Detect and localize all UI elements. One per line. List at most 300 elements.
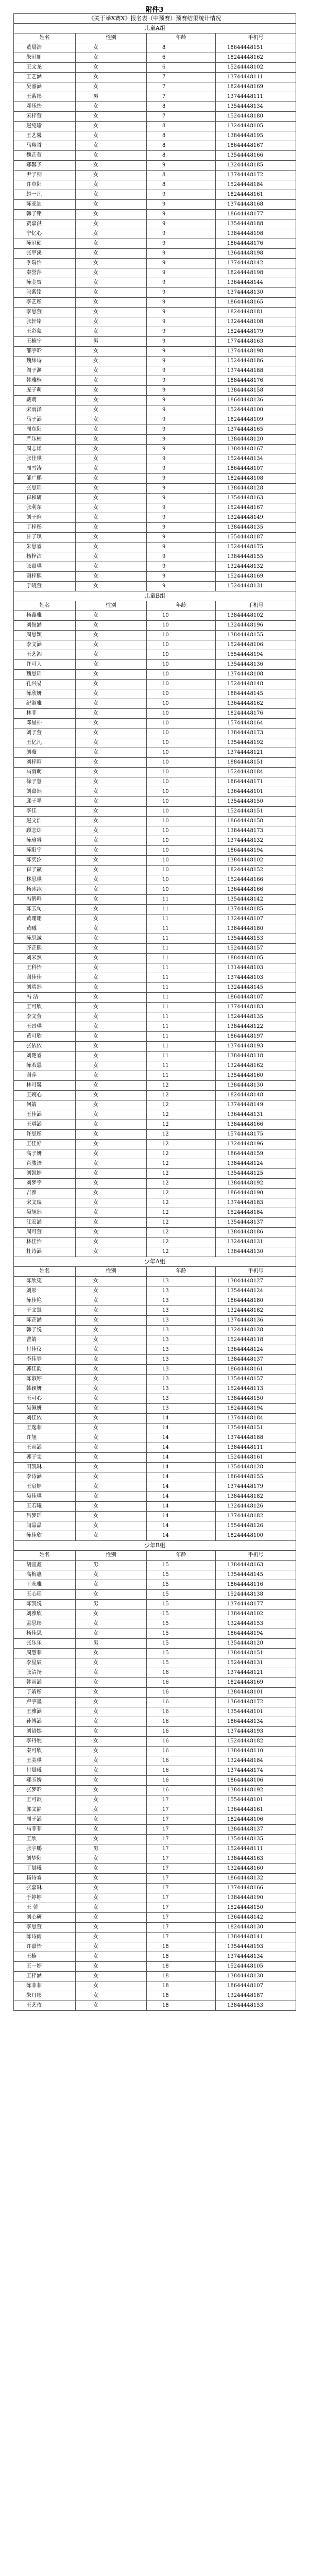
table-row <box>14 846 296 856</box>
cell-phone: 18644448106 <box>216 1776 296 1786</box>
table-row <box>14 1737 296 1747</box>
cell-age: 9 <box>147 229 216 239</box>
cell-age: 12 <box>147 1120 216 1130</box>
cell-age: 17 <box>147 1835 216 1844</box>
cell-phone: 13644448124 <box>216 1345 296 1355</box>
cell-name: 许卓阳 <box>14 180 76 190</box>
page-title: 附件3 <box>145 6 164 14</box>
cell-gender: 女 <box>76 1649 147 1658</box>
table-row <box>14 914 296 924</box>
header-row <box>14 601 296 611</box>
cell-age: 12 <box>147 1238 216 1247</box>
cell-age: 9 <box>147 317 216 327</box>
cell-age: 9 <box>147 405 216 415</box>
cell-age: 9 <box>147 484 216 494</box>
cell-name: 杨佳思 <box>14 1629 76 1639</box>
cell-age: 17 <box>147 1805 216 1815</box>
cell-name: 魏炜诗 <box>14 357 76 366</box>
cell-age: 17 <box>147 1893 216 1903</box>
cell-phone: 18644448197 <box>216 1032 296 1042</box>
table-row <box>14 885 296 895</box>
table-row <box>14 797 296 807</box>
cell-name: 徐子慧 <box>14 777 76 787</box>
cell-gender: 女 <box>76 543 147 552</box>
cell-gender: 女 <box>76 464 147 474</box>
cell-phone: 13544448135 <box>216 1835 296 1844</box>
table-row <box>14 210 296 219</box>
cell-name: 江宏涵 <box>14 1218 76 1228</box>
cell-gender: 女 <box>76 1717 147 1727</box>
cell-gender: 女 <box>76 308 147 317</box>
cell-name: 刘梓暄 <box>14 758 76 768</box>
cell-name: 王科怡 <box>14 963 76 973</box>
cell-age: 11 <box>147 914 216 924</box>
cell-age: 17 <box>147 1815 216 1825</box>
cell-gender: 女 <box>76 1854 147 1864</box>
cell-gender: 女 <box>76 210 147 219</box>
cell-name: 许旭 <box>14 1433 76 1443</box>
cell-age: 10 <box>147 748 216 758</box>
cell-age: 16 <box>147 1786 216 1795</box>
cell-name: 刘凯婷 <box>14 1169 76 1179</box>
cell-gender: 女 <box>76 1609 147 1619</box>
cell-age: 10 <box>147 768 216 777</box>
cell-age: 10 <box>147 631 216 640</box>
cell-name: 纪淑雅 <box>14 699 76 709</box>
cell-gender: 女 <box>76 552 147 562</box>
table-row <box>14 1159 296 1169</box>
cell-age: 15 <box>147 1639 216 1649</box>
cell-gender: 女 <box>76 2001 147 2011</box>
cell-gender: 女 <box>76 1316 147 1326</box>
cell-phone: 15244448166 <box>216 875 296 885</box>
cell-gender: 女 <box>76 768 147 777</box>
cell-phone: 18644448107 <box>216 1981 296 1991</box>
cell-age: 8 <box>147 141 216 151</box>
cell-phone: 13744448166 <box>216 1884 296 1893</box>
cell-phone: 13744448183 <box>216 1003 296 1012</box>
cell-phone: 13244448149 <box>216 513 296 523</box>
cell-phone: 13544448124 <box>216 1286 296 1296</box>
cell-phone: 13844448182 <box>216 1492 296 1502</box>
cell-phone: 13244448153 <box>216 1619 296 1629</box>
cell-name: 于晓萱 <box>14 582 76 591</box>
cell-gender: 女 <box>76 1042 147 1052</box>
table-row <box>14 1521 296 1531</box>
cell-gender: 男 <box>76 1844 147 1854</box>
cell-phone: 13744448103 <box>216 973 296 983</box>
cell-phone: 13744448188 <box>216 1433 296 1443</box>
cell-gender: 女 <box>76 1306 147 1316</box>
cell-name: 韩颖妍 <box>14 1384 76 1394</box>
cell-phone: 13544448157 <box>216 1375 296 1384</box>
cell-age: 13 <box>147 1316 216 1326</box>
table-row <box>14 1061 296 1071</box>
cell-gender: 女 <box>76 914 147 924</box>
cell-gender: 女 <box>76 572 147 582</box>
cell-age: 10 <box>147 836 216 846</box>
cell-age: 9 <box>147 552 216 562</box>
cell-age: 9 <box>147 298 216 308</box>
cell-gender: 女 <box>76 171 147 180</box>
cell-gender: 女 <box>76 1766 147 1776</box>
cell-age: 15 <box>147 1629 216 1639</box>
cell-name: 张宇鹏 <box>14 1844 76 1854</box>
cell-age: 9 <box>147 161 216 171</box>
cell-name: 甘子琪 <box>14 533 76 543</box>
cell-age: 9 <box>147 210 216 219</box>
cell-age: 14 <box>147 1463 216 1472</box>
table-row <box>14 112 296 122</box>
table-row <box>14 621 296 631</box>
cell-age: 9 <box>147 474 216 484</box>
cell-name: 陈冠硕 <box>14 239 76 249</box>
table-row <box>14 1972 296 1981</box>
cell-name: 张清扬 <box>14 1668 76 1678</box>
table-row <box>14 1443 296 1453</box>
table-row <box>14 973 296 983</box>
table-row <box>14 1355 296 1365</box>
cell-phone: 18244448148 <box>216 1091 296 1100</box>
cell-name: 陈奕汐 <box>14 856 76 866</box>
table-row <box>14 1022 296 1032</box>
cell-age: 8 <box>147 151 216 161</box>
table-row <box>14 73 296 82</box>
cell-age: 17 <box>147 1844 216 1854</box>
cell-gender: 女 <box>76 1375 147 1384</box>
cell-age: 10 <box>147 846 216 856</box>
cell-age: 14 <box>147 1443 216 1453</box>
cell-gender: 女 <box>76 562 147 572</box>
cell-name: 王楠 <box>14 1952 76 1962</box>
cell-name: 赵宛瑜 <box>14 122 76 131</box>
cell-name: 李艺彤 <box>14 298 76 308</box>
group-label: 儿童B组 <box>14 591 296 601</box>
cell-gender: 女 <box>76 1238 147 1247</box>
cell-gender: 女 <box>76 1629 147 1639</box>
cell-age: 9 <box>147 357 216 366</box>
cell-gender: 女 <box>76 728 147 738</box>
cell-phone: 18244448130 <box>216 1923 296 1933</box>
cell-gender: 女 <box>76 1198 147 1208</box>
table-row <box>14 1482 296 1492</box>
cell-phone: 13844448166 <box>216 1120 296 1130</box>
table-row <box>14 171 296 180</box>
cell-gender: 女 <box>76 1140 147 1149</box>
cell-phone: 13144448103 <box>216 963 296 973</box>
cell-phone: 18644448151 <box>216 43 296 53</box>
table-row <box>14 180 296 190</box>
cell-age: 15 <box>147 1649 216 1658</box>
cell-gender: 女 <box>76 1218 147 1228</box>
cell-name: 王佳妤 <box>14 1140 76 1149</box>
table-row <box>14 1463 296 1472</box>
cell-name: 曹婧 <box>14 1335 76 1345</box>
cell-phone: 15244448169 <box>216 572 296 582</box>
cell-name: 周慧菲 <box>14 1649 76 1658</box>
cell-gender: 女 <box>76 875 147 885</box>
table-row <box>14 386 296 396</box>
cell-phone: 13844448120 <box>216 435 296 445</box>
cell-phone: 13244448187 <box>216 1991 296 2001</box>
cell-age: 11 <box>147 1022 216 1032</box>
cell-phone: 18844448151 <box>216 758 296 768</box>
table-row <box>14 680 296 689</box>
cell-age: 9 <box>147 415 216 425</box>
table-row <box>14 1012 296 1022</box>
cell-phone: 15544448101 <box>216 1795 296 1805</box>
cell-name: 王文龙 <box>14 63 76 73</box>
cell-phone: 13744448132 <box>216 836 296 846</box>
table-row <box>14 728 296 738</box>
table-row <box>14 1433 296 1443</box>
cell-name: 孙博涵 <box>14 1717 76 1727</box>
cell-age: 8 <box>147 171 216 180</box>
cell-name: 张梦晗 <box>14 1786 76 1795</box>
table-row <box>14 278 296 288</box>
table-row <box>14 875 296 885</box>
cell-age: 9 <box>147 190 216 200</box>
cell-name: 谢梓熙 <box>14 572 76 582</box>
cell-age: 16 <box>147 1727 216 1737</box>
cell-gender: 女 <box>76 1991 147 2001</box>
cell-age: 17 <box>147 1874 216 1884</box>
cell-phone: 13844448180 <box>216 924 296 934</box>
cell-phone: 13544448166 <box>216 151 296 161</box>
table-row <box>14 582 296 591</box>
cell-phone: 18644448161 <box>216 1365 296 1375</box>
cell-phone: 13744448198 <box>216 347 296 357</box>
cell-age: 10 <box>147 640 216 650</box>
table-row <box>14 190 296 200</box>
table-row <box>14 826 296 836</box>
table-row <box>14 1903 296 1913</box>
cell-gender: 女 <box>76 963 147 973</box>
cell-gender: 女 <box>76 1110 147 1120</box>
table-row <box>14 435 296 445</box>
cell-phone: 18644448177 <box>216 210 296 219</box>
column-header-phone: 手机号 <box>216 1551 296 1561</box>
cell-phone: 13544448160 <box>216 1071 296 1081</box>
cell-phone: 15244448135 <box>216 1012 296 1022</box>
cell-age: 13 <box>147 1404 216 1414</box>
cell-phone: 15244448186 <box>216 357 296 366</box>
cell-phone: 17744448163 <box>216 337 296 347</box>
cell-name: 王可歆 <box>14 1795 76 1805</box>
table-row <box>14 1717 296 1727</box>
cell-gender: 女 <box>76 1952 147 1962</box>
table-row <box>14 983 296 993</box>
cell-age: 9 <box>147 425 216 435</box>
cell-name: 朱丹彤 <box>14 1991 76 2001</box>
cell-phone: 18244448109 <box>216 415 296 425</box>
cell-name: 韩雨涵 <box>14 1678 76 1688</box>
cell-age: 18 <box>147 1972 216 1981</box>
cell-name: 杨鑫雅 <box>14 611 76 621</box>
table-row <box>14 1727 296 1737</box>
cell-name: 周思颖 <box>14 631 76 640</box>
cell-age: 10 <box>147 660 216 670</box>
table-row <box>14 748 296 758</box>
cell-phone: 13844448150 <box>216 1394 296 1404</box>
cell-phone: 15244448179 <box>216 327 296 337</box>
cell-age: 10 <box>147 680 216 689</box>
cell-gender: 女 <box>76 1815 147 1825</box>
cell-age: 9 <box>147 219 216 229</box>
cell-age: 9 <box>147 327 216 337</box>
cell-phone: 13744448168 <box>216 200 296 210</box>
cell-gender: 女 <box>76 807 147 817</box>
cell-name: 马雨萌 <box>14 768 76 777</box>
cell-name: 李思萱 <box>14 308 76 317</box>
cell-phone: 18644448136 <box>216 396 296 405</box>
cell-phone: 18844448145 <box>216 689 296 699</box>
table-row <box>14 719 296 728</box>
table-row <box>14 1472 296 1482</box>
cell-age: 12 <box>147 1149 216 1159</box>
cell-age: 11 <box>147 993 216 1003</box>
cell-age: 8 <box>147 122 216 131</box>
cell-phone: 13744448134 <box>216 1952 296 1962</box>
cell-phone: 18644448158 <box>216 817 296 826</box>
table-row <box>14 1570 296 1580</box>
cell-gender: 女 <box>76 777 147 787</box>
cell-age: 13 <box>147 1296 216 1306</box>
table-row <box>14 777 296 787</box>
table-row <box>14 670 296 680</box>
cell-name: 陈思诚 <box>14 934 76 944</box>
cell-age: 11 <box>147 1061 216 1071</box>
cell-phone: 13244448131 <box>216 1238 296 1247</box>
cell-name: 何婧 <box>14 1100 76 1110</box>
cell-age: 14 <box>147 1472 216 1482</box>
cell-phone: 15244448175 <box>216 543 296 552</box>
group-row <box>14 1257 296 1267</box>
cell-age: 9 <box>147 347 216 357</box>
cell-age: 10 <box>147 856 216 866</box>
cell-phone: 13844448190 <box>216 1893 296 1903</box>
cell-gender: 女 <box>76 836 147 846</box>
cell-phone: 13744448182 <box>216 1512 296 1521</box>
cell-gender: 女 <box>76 1463 147 1472</box>
cell-name: 吴旭然 <box>14 1208 76 1218</box>
cell-gender: 女 <box>76 582 147 591</box>
cell-gender: 女 <box>76 1404 147 1414</box>
cell-phone: 18244448198 <box>216 268 296 278</box>
cell-name: 谢佳佳 <box>14 973 76 983</box>
header-row <box>14 33 296 43</box>
cell-gender: 女 <box>76 866 147 875</box>
cell-phone: 13244448196 <box>216 621 296 631</box>
table-row <box>14 308 296 317</box>
cell-age: 14 <box>147 1521 216 1531</box>
table-row <box>14 288 296 298</box>
table-row <box>14 1120 296 1130</box>
cell-name: 田凯琳 <box>14 1463 76 1472</box>
cell-gender: 女 <box>76 1512 147 1521</box>
table-row <box>14 1942 296 1952</box>
cell-name: 韩子悦 <box>14 1326 76 1335</box>
table-row <box>14 1805 296 1815</box>
cell-phone: 13844448135 <box>216 523 296 533</box>
cell-name: 王 蕾 <box>14 1903 76 1913</box>
table-row <box>14 249 296 259</box>
cell-phone: 18644448167 <box>216 141 296 151</box>
cell-name: 刘梦宇 <box>14 1179 76 1189</box>
cell-gender: 女 <box>76 161 147 171</box>
cell-phone: 13244448107 <box>216 914 296 924</box>
cell-phone: 13544448188 <box>216 219 296 229</box>
column-header-phone: 手机号 <box>216 33 296 43</box>
cell-age: 9 <box>147 268 216 278</box>
cell-phone: 18844448105 <box>216 954 296 963</box>
cell-name: 张利东 <box>14 503 76 513</box>
cell-phone: 13844448192 <box>216 1786 296 1795</box>
cell-age: 12 <box>147 1189 216 1198</box>
cell-age: 7 <box>147 82 216 92</box>
cell-age: 12 <box>147 1218 216 1228</box>
cell-phone: 13844448155 <box>216 631 296 640</box>
cell-name: 刘心研 <box>14 1913 76 1923</box>
cell-name: 刘俊涵 <box>14 621 76 631</box>
cell-phone: 13244448185 <box>216 161 296 171</box>
cell-gender: 女 <box>76 1707 147 1717</box>
cell-name: 朱思睿 <box>14 543 76 552</box>
cell-age: 9 <box>147 396 216 405</box>
cell-gender: 女 <box>76 1688 147 1698</box>
table-row <box>14 650 296 660</box>
cell-gender: 女 <box>76 317 147 327</box>
cell-name: 宁忆心 <box>14 229 76 239</box>
cell-name: 刘靖然 <box>14 983 76 993</box>
cell-age: 9 <box>147 337 216 347</box>
cell-name: 王亿凡 <box>14 738 76 748</box>
column-header-gender: 性别 <box>76 1267 147 1277</box>
table-row <box>14 1991 296 2001</box>
cell-name: 许可人 <box>14 660 76 670</box>
cell-name: 郭子雯 <box>14 1453 76 1463</box>
cell-name: 肖骏语 <box>14 1159 76 1169</box>
cell-age: 8 <box>147 180 216 190</box>
table-row <box>14 1404 296 1414</box>
table-row <box>14 1335 296 1345</box>
cell-gender: 女 <box>76 993 147 1003</box>
cell-age: 7 <box>147 92 216 102</box>
cell-phone: 18644448176 <box>216 239 296 249</box>
table-row <box>14 464 296 474</box>
cell-gender: 女 <box>76 1012 147 1022</box>
table-row <box>14 1795 296 1805</box>
cell-phone: 13544448120 <box>216 1639 296 1649</box>
table-row <box>14 1286 296 1296</box>
cell-gender: 女 <box>76 484 147 494</box>
cell-age: 16 <box>147 1766 216 1776</box>
cell-name: 孟思彤 <box>14 1619 76 1629</box>
cell-age: 14 <box>147 1531 216 1541</box>
cell-phone: 13744448174 <box>216 1766 296 1776</box>
cell-phone: 13844448195 <box>216 131 296 141</box>
table-row <box>14 738 296 748</box>
cell-phone: 13244448162 <box>216 1061 296 1071</box>
cell-gender: 女 <box>76 1071 147 1081</box>
table-row <box>14 1149 296 1159</box>
cell-gender: 女 <box>76 1619 147 1629</box>
cell-age: 11 <box>147 1003 216 1012</box>
cell-gender: 女 <box>76 1981 147 1991</box>
cell-phone: 13844448163 <box>216 1561 296 1570</box>
cell-age: 15 <box>147 1561 216 1570</box>
cell-gender: 女 <box>76 494 147 503</box>
